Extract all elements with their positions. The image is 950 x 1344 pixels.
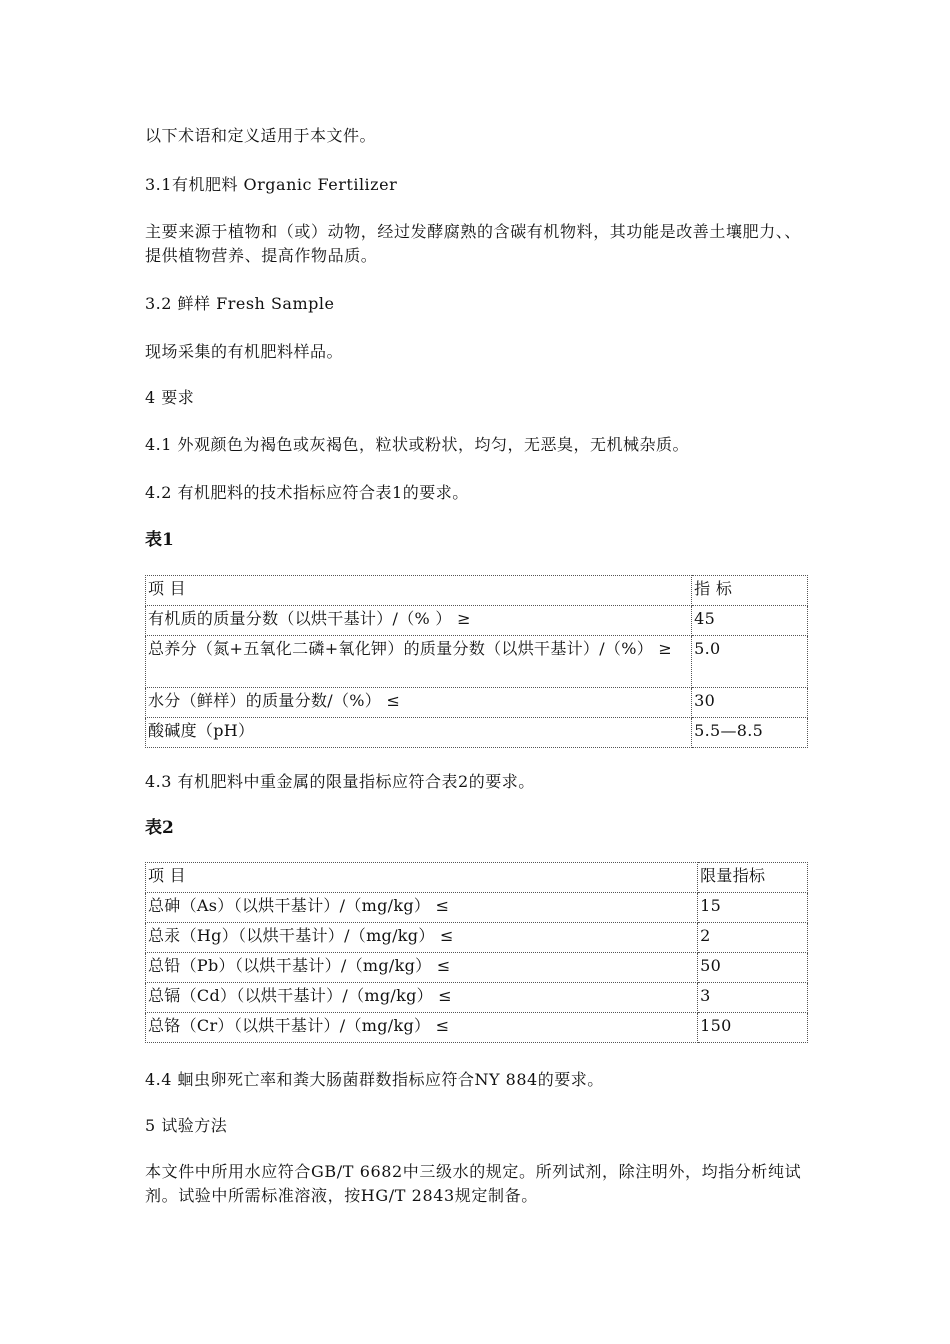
- section-4-3: 4.3 有机肥料中重金属的限量指标应符合表2的要求。: [145, 772, 535, 791]
- table-row: [146, 606, 808, 636]
- table-2-caption: 表2: [145, 818, 174, 838]
- table-cell-item: 总铬（Cr）（以烘干基计）/（mg/kg） ≤: [146, 1013, 698, 1043]
- table-2: [145, 862, 808, 1043]
- section-5-body: 本文件中所用水应符合GB/T 6682中三级水的规定。所列试剂，除注明外，均指分析纯试剂。试验中所需标准溶液，按HG/T 2843规定制备。: [145, 1162, 802, 1205]
- table-header-cell: 项 目: [146, 576, 692, 606]
- table-row: [146, 983, 808, 1013]
- table-cell-item: 有机质的质量分数（以烘干基计）/（% ） ≥: [146, 606, 692, 636]
- section-4-heading: 4 要求: [145, 388, 195, 407]
- table-cell-item: 总镉（Cd）（以烘干基计）/（mg/kg） ≤: [146, 983, 698, 1013]
- section-4-1: 4.1 外观颜色为褐色或灰褐色，粒状或粉状，均匀，无恶臭，无机械杂质。: [145, 435, 690, 454]
- table-cell-item: 总养分（氮+五氧化二磷+氧化钾）的质量分数（以烘干基计）/（%） ≥: [146, 636, 692, 688]
- table-header-cell: 限量指标: [698, 863, 808, 893]
- table-header-row: [146, 576, 808, 606]
- table-cell-item: 总汞（Hg）（以烘干基计）/（mg/kg） ≤: [146, 923, 698, 953]
- section-3-2-heading: 3.2 鲜样 Fresh Sample: [145, 294, 335, 313]
- table-cell-item: 总砷（As）（以烘干基计）/（mg/kg） ≤: [146, 893, 698, 923]
- table-1-caption: 表1: [145, 530, 174, 550]
- table-cell-value: 5.5—8.5: [692, 718, 808, 748]
- table-1: [145, 575, 808, 748]
- section-3-2-body: 现场采集的有机肥料样品。: [145, 342, 344, 361]
- section-4-4: 4.4 蛔虫卵死亡率和粪大肠菌群数指标应符合NY 884的要求。: [145, 1070, 604, 1089]
- section-3-1-heading: 3.1有机肥料 Organic Fertilizer: [145, 175, 398, 194]
- table-cell-value: 30: [692, 688, 808, 718]
- table-cell-item: 总铅（Pb）（以烘干基计）/（mg/kg） ≤: [146, 953, 698, 983]
- table-row: [146, 718, 808, 748]
- table-row: [146, 688, 808, 718]
- table-cell-value: 45: [692, 606, 808, 636]
- table-header-row: [146, 863, 808, 893]
- table-cell-value: 5.0: [692, 636, 808, 688]
- section-3-1-body: 主要来源于植物和（或）动物，经过发酵腐熟的含碳有机物料，其功能是改善土壤肥力、、提供植物营养、提高作物品质。: [145, 222, 802, 265]
- section-4-2: 4.2 有机肥料的技术指标应符合表1的要求。: [145, 483, 469, 502]
- table-header-cell: 项 目: [146, 863, 698, 893]
- table-cell-value: 150: [698, 1013, 808, 1043]
- table-cell-value: 2: [698, 923, 808, 953]
- table-row: [146, 953, 808, 983]
- table-row: [146, 1013, 808, 1043]
- table-cell-item: 酸碱度（pH）: [146, 718, 692, 748]
- table-cell-value: 50: [698, 953, 808, 983]
- table-row: [146, 893, 808, 923]
- table-row: [146, 636, 808, 688]
- section-5-heading: 5 试验方法: [145, 1116, 228, 1135]
- table-cell-item: 水分（鲜样）的质量分数/（%） ≤: [146, 688, 692, 718]
- table-header-cell: 指 标: [692, 576, 808, 606]
- intro-paragraph: 以下术语和定义适用于本文件。: [145, 126, 377, 145]
- table-cell-value: 3: [698, 983, 808, 1013]
- table-cell-value: 15: [698, 893, 808, 923]
- table-row: [146, 923, 808, 953]
